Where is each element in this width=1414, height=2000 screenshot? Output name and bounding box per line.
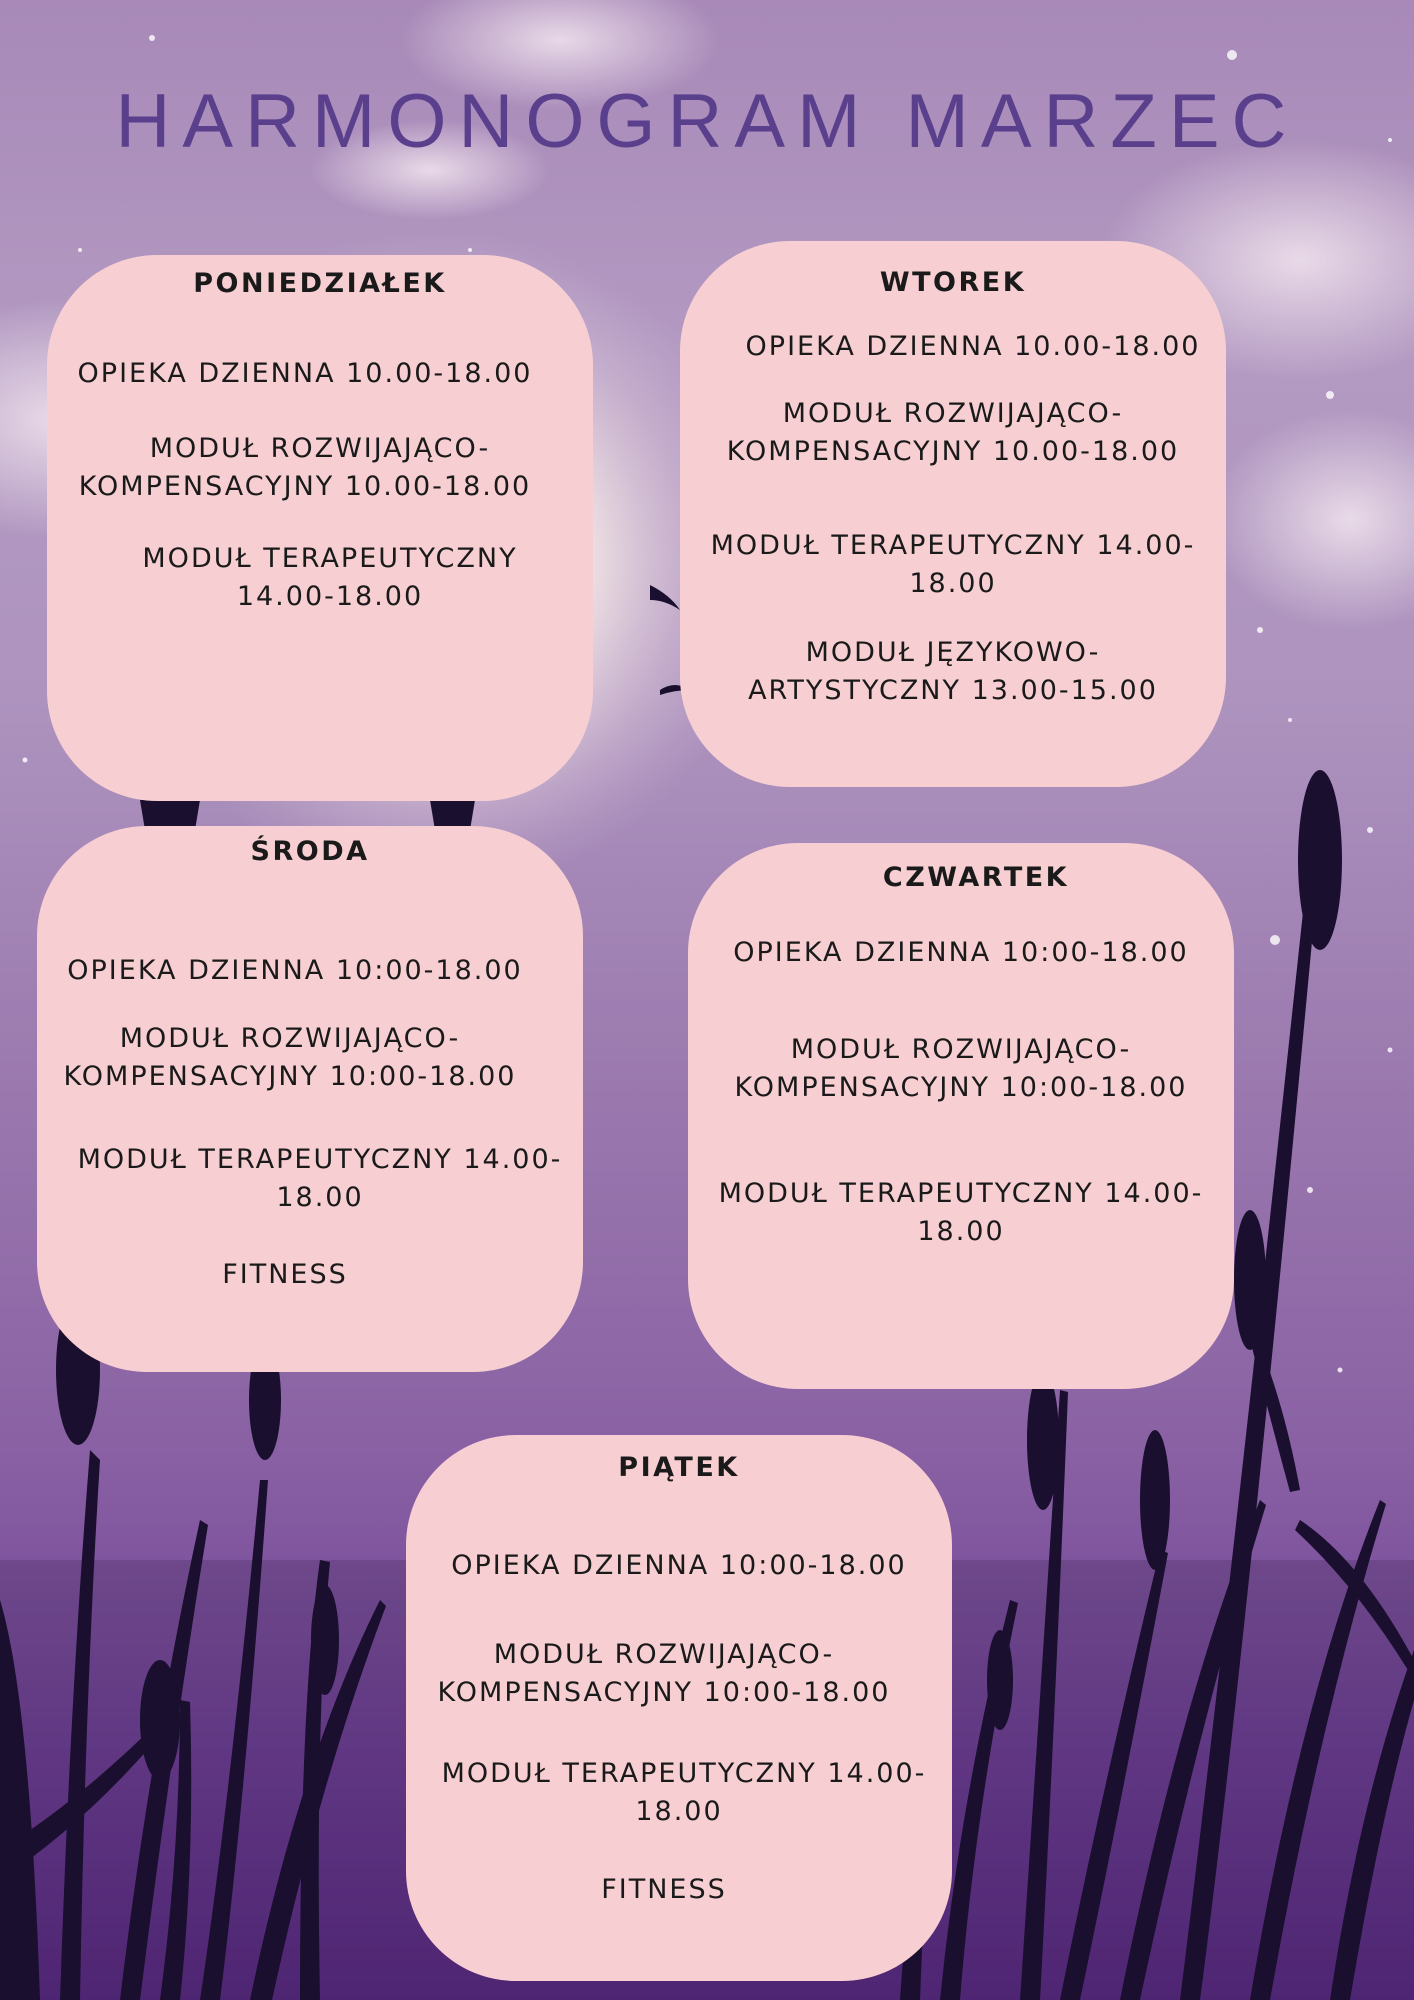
schedule-line: FITNESS [601,1874,727,1905]
schedule-line: 18.00 [276,1182,364,1213]
schedule-line: MODUŁ TERAPEUTYCZNY 14.00- [710,530,1196,561]
schedule-line: KOMPENSACYJNY 10:00-18.00 [734,1072,1188,1103]
schedule-line: KOMPENSACYJNY 10:00-18.00 [437,1677,891,1708]
schedule-line: MODUŁ TERAPEUTYCZNY [142,543,518,574]
day-title-friday: PIĄTEK [618,1452,740,1483]
day-card-wednesday [37,826,583,1372]
schedule-line: MODUŁ TERAPEUTYCZNY 14.00- [441,1758,927,1789]
schedule-line: MODUŁ ROZWIJAJĄCO- [493,1639,835,1670]
schedule-line: MODUŁ ROZWIJAJĄCO- [149,433,491,464]
schedule-line: KOMPENSACYJNY 10.00-18.00 [726,436,1180,467]
schedule-line: 18.00 [917,1216,1005,1247]
page-title: HARMONOGRAM MARZEC [115,79,1299,164]
schedule-line: 18.00 [635,1796,723,1827]
schedule-line: OPIEKA DZIENNA 10:00-18.00 [451,1550,907,1581]
schedule-line: OPIEKA DZIENNA 10.00-18.00 [77,358,533,389]
schedule-line: 14.00-18.00 [236,581,424,612]
schedule-line: KOMPENSACYJNY 10:00-18.00 [63,1061,517,1092]
day-card-tuesday [680,241,1226,787]
schedule-line: MODUŁ ROZWIJAJĄCO- [790,1034,1132,1065]
day-title-monday: PONIEDZIAŁEK [193,268,447,299]
schedule-line: 18.00 [909,568,997,599]
day-card-friday [406,1435,952,1981]
day-card-thursday [688,843,1234,1389]
schedule-line: OPIEKA DZIENNA 10:00-18.00 [67,955,523,986]
schedule-line: KOMPENSACYJNY 10.00-18.00 [78,471,532,502]
day-card-monday [47,255,593,801]
schedule-line: MODUŁ TERAPEUTYCZNY 14.00- [77,1144,563,1175]
schedule-line: MODUŁ ROZWIJAJĄCO- [119,1023,461,1054]
schedule-line: MODUŁ ROZWIJAJĄCO- [782,398,1124,429]
schedule-line: FITNESS [222,1259,348,1290]
schedule-line: MODUŁ JĘZYKOWO- [805,637,1101,668]
day-title-wednesday: ŚRODA [250,836,370,867]
schedule-line: OPIEKA DZIENNA 10.00-18.00 [745,331,1201,362]
day-title-thursday: CZWARTEK [882,862,1070,893]
day-title-tuesday: WTOREK [879,267,1027,298]
schedule-line: ARTYSTYCZNY 13.00-15.00 [748,675,1158,706]
schedule-line: OPIEKA DZIENNA 10:00-18.00 [733,937,1189,968]
schedule-line: MODUŁ TERAPEUTYCZNY 14.00- [718,1178,1204,1209]
